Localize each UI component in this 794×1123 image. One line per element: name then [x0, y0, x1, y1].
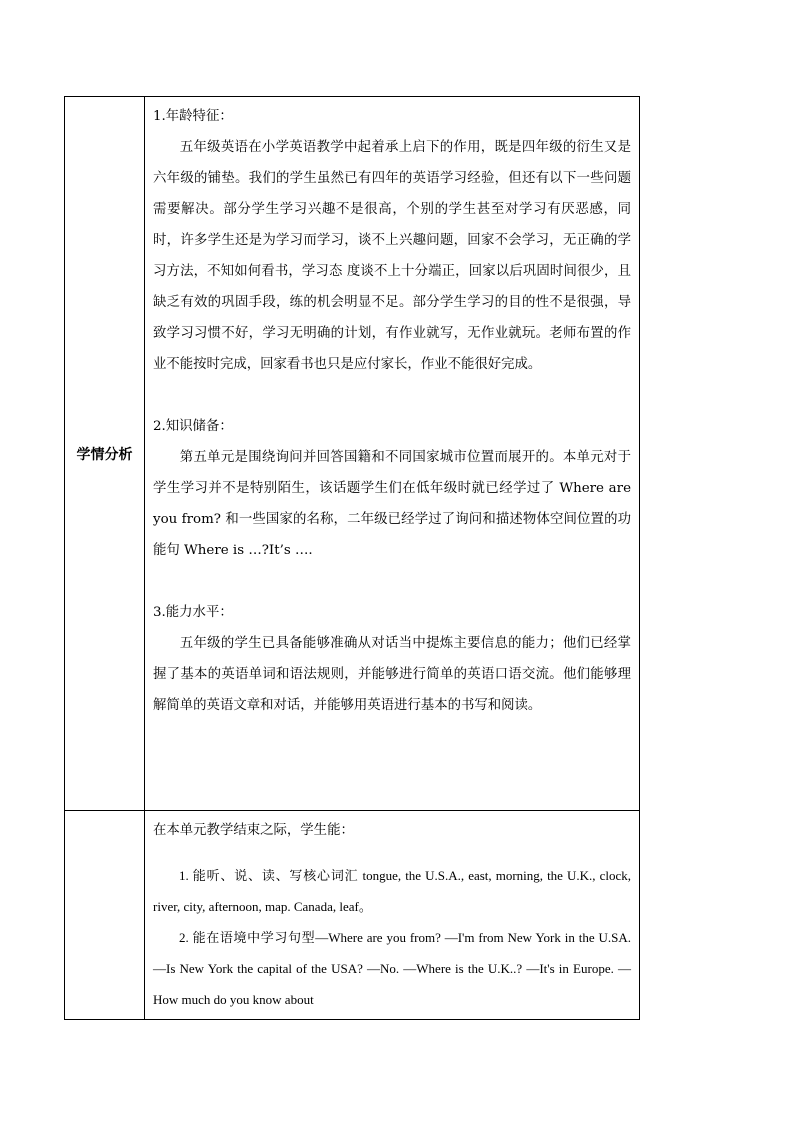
objectives-row — [65, 811, 640, 1020]
age-heading: 1.年龄特征： — [153, 109, 233, 124]
ability-heading: 3.能力水平： — [153, 605, 233, 620]
knowledge-paragraph: 第五单元是围绕询问并回答国籍和不同国家城市位置而展开的。本单元对于学生学习并不是特别陌生，该话题学生们在低年级时就已经学过了 Where are you from? 和一些国家的名称，二年级已经学过了询问和描述物体空间位置的功能句 Where is …?It’s …. — [153, 450, 631, 558]
analysis-row — [65, 97, 640, 811]
knowledge-heading: 2.知识储备： — [153, 419, 233, 434]
ability-paragraph: 五年级的学生已具备能够准确从对话当中提炼主要信息的能力；他们已经掌握了基本的英语单词和语法规则，并能够进行简单的英语口语交流。他们能够理解简单的英语文章和对话，并能够用英语进行基本的书写和阅读。 — [153, 636, 631, 713]
objective-item-2: 2. 能在语境中学习句型—Where are you from? —I'm from New York in the U.SA. —Is New York the capital of the USA? —No. —Where is the U.K..? —It's in Europe. —How much do you know about — [153, 930, 631, 1007]
objectives-label — [65, 811, 145, 1020]
objective-item-1: 1. 能听、说、读、写核心词汇 tongue, the U.S.A., east, morning, the U.K., clock, river, city, afternoon, map. Canada, leaf。 — [153, 868, 631, 914]
age-paragraph: 五年级英语在小学英语教学中起着承上启下的作用，既是四年级的衍生又是六年级的铺垫。我们的学生虽然已有四年的英语学习经验，但还有以下一些问题需要解决。部分学生学习兴趣不是很高，个别的学生甚至对学习有厌恶感，同时，许多学生还是为学习而学习，谈不上兴趣问题，回家不会学习，无正确的学习方法，不知如何看书，学习态 度谈不上十分端正，回家以后巩固时间很少，且缺乏有效的巩固手段，练的机会明显不足。部分学生学习的目的性不是很强，导致学习习惯不好，学习无明确的计划，有作业就写，无作业就玩。老师布置的作业不能按时完成，回家看书也只是应付家长，作业不能很好完成。 — [153, 140, 631, 372]
analysis-content — [145, 97, 640, 811]
lesson-plan-table — [64, 96, 640, 1020]
objectives-content — [145, 811, 640, 1020]
spacer — [153, 846, 631, 860]
analysis-label: 学情分析 — [65, 97, 145, 811]
spacer — [153, 566, 631, 597]
objectives-intro: 在本单元教学结束之际，学生能： — [153, 823, 354, 838]
spacer — [153, 380, 631, 411]
